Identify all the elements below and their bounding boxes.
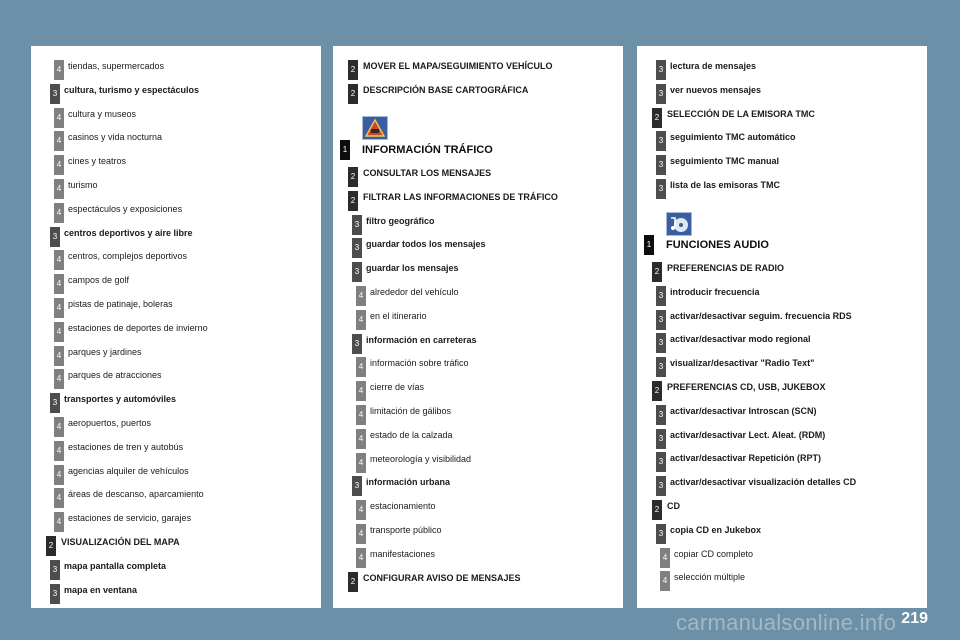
level-badge: 4 [54, 203, 64, 223]
menu-item-label: visualizar/desactivar "Radio Text" [670, 358, 815, 369]
level-badge: 4 [54, 417, 64, 437]
menu-item-level-2 [333, 568, 623, 590]
level-badge: 2 [348, 167, 358, 187]
menu-item-label: transporte público [370, 525, 442, 535]
menu-item-label: parques de atracciones [68, 370, 162, 381]
menu-item-level-2 [637, 496, 927, 518]
level-badge: 3 [656, 524, 666, 544]
menu-item-level-4 [31, 294, 321, 316]
menu-item-label: FILTRAR LAS INFORMACIONES DE TRÁFICO [363, 191, 558, 202]
menu-item-level-4 [31, 365, 321, 387]
menu-item-level-2 [333, 80, 623, 102]
menu-item-label: transportes y automóviles [64, 394, 177, 405]
level-badge: 4 [356, 453, 366, 473]
menu-item-label: filtro geográfico [366, 215, 435, 226]
menu-item-level-3 [333, 330, 623, 352]
menu-item-label: CD [667, 501, 680, 511]
menu-item-label: manifestaciones [370, 548, 436, 559]
menu-item-label: estado de la calzada [370, 429, 453, 440]
level-badge: 3 [50, 584, 60, 604]
menu-item-level-4 [333, 496, 623, 518]
menu-item-level-3 [637, 80, 927, 102]
menu-item-label: MOVER EL MAPA/SEGUIMIENTO VEHÍCULO [363, 61, 553, 71]
menu-item-level-3 [637, 175, 927, 197]
level-badge: 3 [352, 215, 362, 235]
menu-item-level-3 [333, 211, 623, 233]
menu-item-level-4 [31, 318, 321, 340]
menu-item-level-4 [31, 508, 321, 530]
level-badge: 4 [54, 512, 64, 532]
menu-item-label: seguimiento TMC manual [670, 156, 780, 167]
menu-item-label: activar/desactivar Repetición (RPT) [670, 453, 822, 464]
level-badge: 3 [656, 131, 666, 151]
menu-item-level-3 [637, 306, 927, 328]
level-badge: 4 [54, 179, 64, 199]
menu-item-level-3 [637, 329, 927, 351]
menu-item-label: CONFIGURAR AVISO DE MENSAJES [363, 572, 521, 583]
level-badge: 2 [46, 536, 56, 556]
menu-panel-left [31, 46, 321, 608]
level-badge: 4 [54, 369, 64, 389]
menu-item-level-4 [333, 449, 623, 471]
level-badge: 3 [656, 333, 666, 353]
watermark: carmanualsonline.info [676, 610, 897, 635]
menu-item-label: centros, complejos deportivos [68, 251, 188, 262]
level-badge: 3 [656, 310, 666, 330]
level-badge: 4 [356, 286, 366, 306]
menu-item-label: áreas de descanso, aparcamiento [68, 489, 204, 500]
menu-item-level-3 [637, 425, 927, 447]
menu-item-level-4 [637, 544, 927, 566]
menu-item-label: centros deportivos y aire libre [64, 227, 193, 238]
menu-item-label: ver nuevos mensajes [670, 84, 762, 95]
level-badge: 4 [54, 298, 64, 318]
level-badge: 2 [348, 60, 358, 80]
level-badge: 4 [54, 441, 64, 461]
menu-item-level-4 [333, 520, 623, 542]
menu-item-label: estacionamiento [370, 501, 436, 512]
menu-item-label: CONSULTAR LOS MENSAJES [363, 168, 492, 178]
menu-item-level-2 [333, 56, 623, 78]
level-badge: 4 [356, 524, 366, 544]
menu-item-label: activar/desactivar modo regional [670, 334, 811, 345]
menu-item-level-4 [31, 246, 321, 268]
level-badge: 1 [644, 235, 654, 255]
level-badge: 4 [356, 310, 366, 330]
level-badge: 3 [352, 476, 362, 496]
menu-item-level-2 [31, 532, 321, 554]
menu-item-level-3 [333, 472, 623, 494]
level-badge: 3 [656, 357, 666, 377]
level-badge: 3 [656, 179, 666, 199]
menu-item-level-4 [333, 306, 623, 328]
menu-item-label: activar/desactivar Introscan (SCN) [670, 405, 817, 416]
menu-item-label: en el itinerario [370, 310, 427, 321]
menu-item-label: cines y teatros [68, 156, 127, 167]
level-badge: 4 [356, 500, 366, 520]
menu-item-label: cultura y museos [68, 108, 137, 119]
menu-item-label: seguimiento TMC automático [670, 132, 796, 143]
level-badge: 4 [54, 274, 64, 294]
menu-item-label: cultura, turismo y espectáculos [64, 84, 200, 95]
level-badge: 2 [348, 191, 358, 211]
menu-item-label: activar/desactivar visualización detalles CD [670, 477, 857, 488]
section-heading: FUNCIONES AUDIO [666, 239, 769, 251]
menu-item-level-3 [333, 234, 623, 256]
menu-item-level-4 [31, 104, 321, 126]
menu-item-level-2 [637, 258, 927, 280]
level-badge: 2 [652, 500, 662, 520]
menu-item-label: información sobre tráfico [370, 358, 469, 369]
menu-item-level-2 [333, 187, 623, 209]
menu-item-label: limitación de gálibos [370, 406, 452, 416]
menu-item-label: agencias alquiler de vehículos [68, 465, 189, 476]
level-badge: 3 [50, 227, 60, 247]
menu-item-level-4 [31, 56, 321, 78]
menu-item-label: mapa pantalla completa [64, 560, 167, 571]
menu-item-level-4 [637, 567, 927, 589]
menu-item-label: copia CD en Jukebox [670, 524, 762, 535]
menu-item-level-4 [333, 377, 623, 399]
menu-item-level-3 [637, 520, 927, 542]
level-badge: 2 [652, 108, 662, 128]
menu-item-label: turismo [68, 180, 98, 190]
menu-item-level-3 [637, 472, 927, 494]
level-badge: 1 [340, 140, 350, 160]
menu-item-label: PREFERENCIAS CD, USB, JUKEBOX [667, 382, 826, 392]
menu-item-label: campos de golf [68, 275, 130, 286]
level-badge: 4 [356, 405, 366, 425]
level-badge: 3 [656, 155, 666, 175]
level-badge: 4 [356, 429, 366, 449]
menu-item-label: meteorología y visibilidad [370, 453, 472, 464]
menu-item-label: información en carreteras [366, 334, 477, 345]
level-badge: 2 [348, 84, 358, 104]
level-badge: 4 [54, 60, 64, 80]
page-number: 219 [901, 610, 928, 627]
level-badge: 3 [656, 476, 666, 496]
menu-item-label: PREFERENCIAS DE RADIO [667, 263, 785, 273]
menu-item-label: copiar CD completo [674, 548, 754, 559]
menu-item-level-3 [637, 282, 927, 304]
menu-item-label: tiendas, supermercados [68, 61, 165, 71]
menu-panel-middle [333, 46, 623, 608]
menu-item-level-3 [31, 556, 321, 578]
menu-item-level-3 [333, 258, 623, 280]
menu-item-label: lectura de mensajes [670, 61, 757, 71]
menu-item-label: activar/desactivar Lect. Aleat. (RDM) [670, 429, 826, 440]
level-badge: 2 [348, 572, 358, 592]
section-heading: INFORMACIÓN TRÁFICO [362, 144, 493, 156]
menu-item-label: estaciones de deportes de invierno [68, 322, 208, 333]
menu-item-level-4 [31, 437, 321, 459]
level-badge: 4 [660, 571, 670, 591]
menu-item-level-4 [31, 413, 321, 435]
menu-panel-right [637, 46, 927, 608]
menu-item-level-3 [637, 56, 927, 78]
traffic-warning-icon [362, 116, 388, 140]
menu-item-level-4 [31, 199, 321, 221]
level-badge: 2 [652, 381, 662, 401]
level-badge: 3 [50, 84, 60, 104]
level-badge: 3 [50, 393, 60, 413]
level-badge: 3 [352, 262, 362, 282]
audio-icon [666, 212, 692, 236]
menu-item-level-4 [31, 151, 321, 173]
level-badge: 3 [656, 60, 666, 80]
menu-item-label: espectáculos y exposiciones [68, 203, 183, 214]
level-badge: 4 [356, 381, 366, 401]
menu-item-label: introducir frecuencia [670, 286, 760, 297]
level-badge: 2 [652, 262, 662, 282]
menu-item-level-4 [333, 544, 623, 566]
menu-item-level-4 [31, 270, 321, 292]
menu-item-label: alrededor del vehículo [370, 287, 459, 297]
menu-item-label: DESCRIPCIÓN BASE CARTOGRÁFICA [363, 84, 529, 95]
menu-item-label: selección múltiple [674, 572, 746, 583]
level-badge: 3 [656, 286, 666, 306]
menu-item-level-4 [333, 353, 623, 375]
level-badge: 3 [656, 429, 666, 449]
level-badge: 3 [656, 84, 666, 104]
menu-item-label: cierre de vías [370, 382, 425, 393]
menu-item-label: lista de las emisoras TMC [670, 180, 781, 190]
menu-item-level-4 [333, 425, 623, 447]
level-badge: 3 [656, 405, 666, 425]
menu-item-label: casinos y vida nocturna [68, 132, 163, 143]
menu-item-level-3 [31, 389, 321, 411]
level-badge: 4 [356, 548, 366, 568]
menu-item-level-3 [637, 127, 927, 149]
menu-item-level-2 [637, 377, 927, 399]
level-badge: 3 [50, 560, 60, 580]
menu-item-level-3 [31, 80, 321, 102]
level-badge: 4 [54, 346, 64, 366]
menu-item-level-4 [31, 127, 321, 149]
level-badge: 3 [352, 334, 362, 354]
menu-item-label: guardar los mensajes [366, 263, 459, 274]
menu-item-label: estaciones de servicio, garajes [68, 513, 192, 524]
level-badge: 4 [54, 250, 64, 270]
menu-item-level-4 [31, 175, 321, 197]
menu-item-level-2 [637, 104, 927, 126]
level-badge: 4 [54, 131, 64, 151]
menu-item-label: mapa en ventana [64, 584, 138, 595]
level-badge: 4 [54, 155, 64, 175]
menu-item-level-4 [31, 342, 321, 364]
menu-item-level-4 [333, 401, 623, 423]
level-badge: 4 [54, 488, 64, 508]
menu-item-level-3 [637, 151, 927, 173]
menu-item-label: pistas de patinaje, boleras [68, 299, 173, 309]
menu-item-level-3 [637, 401, 927, 423]
level-badge: 3 [352, 238, 362, 258]
menu-item-label: guardar todos los mensajes [366, 239, 486, 250]
menu-item-level-4 [31, 484, 321, 506]
menu-item-level-3 [637, 353, 927, 375]
menu-item-level-3 [31, 580, 321, 602]
menu-item-label: aeropuertos, puertos [68, 418, 152, 428]
level-badge: 4 [660, 548, 670, 568]
level-badge: 4 [356, 357, 366, 377]
level-badge: 4 [54, 322, 64, 342]
menu-item-label: estaciones de tren y autobús [68, 441, 184, 452]
menu-item-label: VISUALIZACIÓN DEL MAPA [61, 537, 180, 547]
menu-item-label: información urbana [366, 477, 451, 488]
menu-item-label: activar/desactivar seguim. frecuencia RDS [670, 310, 852, 321]
menu-item-level-2 [333, 163, 623, 185]
menu-item-level-3 [31, 223, 321, 245]
menu-item-level-4 [31, 461, 321, 483]
menu-item-label: SELECCIÓN DE LA EMISORA TMC [667, 108, 815, 119]
menu-item-level-4 [333, 282, 623, 304]
level-badge: 4 [54, 108, 64, 128]
level-badge: 3 [656, 452, 666, 472]
level-badge: 4 [54, 465, 64, 485]
menu-item-level-3 [637, 448, 927, 470]
menu-item-label: parques y jardines [68, 346, 142, 357]
